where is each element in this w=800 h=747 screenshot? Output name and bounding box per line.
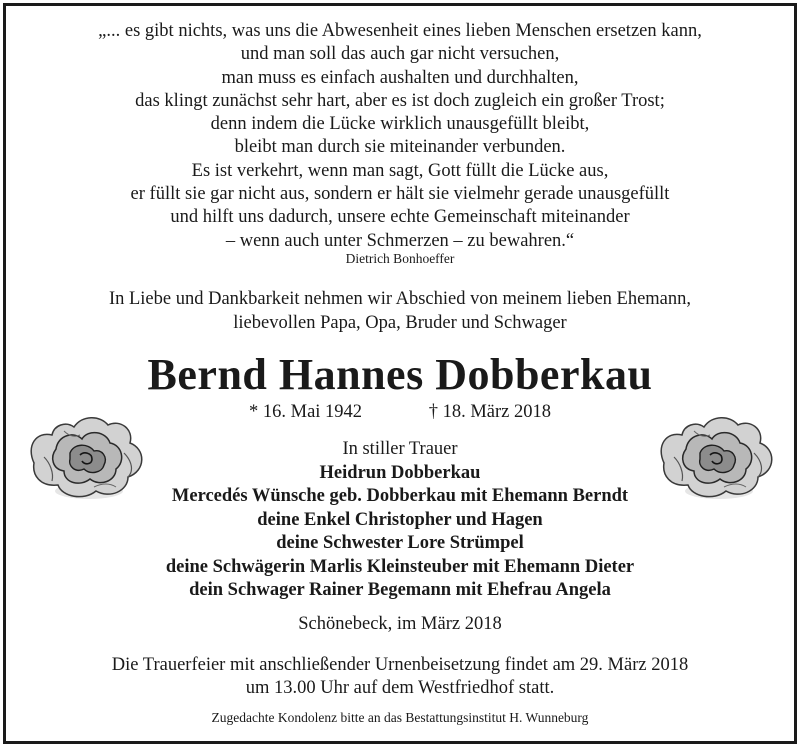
- obituary-notice: [3, 3, 797, 744]
- mourners-heading: In stiller Trauer: [342, 439, 458, 459]
- intro-line: In Liebe und Dankbarkeit nehmen wir Abschied von meinem lieben Ehemann,: [108, 289, 692, 309]
- quote-line: man muss es einfach aushalten und durchhalten,: [221, 67, 579, 88]
- quote-line: Es ist verkehrt, wenn man sagt, Gott füllt die Lücke aus,: [191, 160, 609, 181]
- death-date: † 18. März 2018: [428, 402, 551, 422]
- mourner-name: deine Schwägerin Marlis Kleinsteuber mit Ehemann Dieter: [165, 556, 635, 577]
- funeral-details: [6, 654, 794, 699]
- mourners-list: [6, 438, 794, 603]
- quote-author: Dietrich Bonhoeffer: [345, 251, 455, 266]
- farewell-intro: [6, 288, 794, 335]
- birth-date: * 16. Mai 1942: [249, 402, 363, 422]
- quote-line: bleibt man durch sie miteinander verbunden.: [234, 137, 566, 158]
- funeral-line: um 13.00 Uhr auf dem Westfriedhof statt.: [245, 677, 555, 698]
- quote-line: er füllt sie gar nicht aus, sondern er hält sie vielmehr gerade unausgefüllt: [130, 184, 670, 205]
- mourner-name: deine Schwester Lore Strümpel: [276, 533, 524, 553]
- quote-line: und man soll das auch gar nicht versuchen,: [240, 44, 560, 65]
- place-and-date: Schönebeck, im März 2018: [298, 614, 502, 634]
- mourner-name: Mercedés Wünsche geb. Dobberkau mit Ehemann Berndt: [171, 486, 629, 506]
- mourner-name: Heidrun Dobberkau: [319, 462, 481, 483]
- funeral-line: Die Trauerfeier mit anschließender Urnenbeisetzung findet am 29. März 2018: [111, 655, 689, 675]
- quote-line: – wenn auch unter Schmerzen – zu bewahren.“: [225, 230, 575, 251]
- mourner-name: deine Enkel Christopher und Hagen: [257, 509, 543, 530]
- quote-line: und hilft uns dadurch, unsere echte Gemeinschaft miteinander: [170, 207, 630, 228]
- quote-line: denn indem die Lücke wirklich unausgefüllt bleibt,: [210, 114, 590, 135]
- bonhoeffer-quote: [6, 20, 794, 253]
- quote-line: „... es gibt nichts, was uns die Abwesenheit eines lieben Menschen ersetzen kann,: [98, 21, 702, 41]
- quote-line: das klingt zunächst sehr hart, aber es ist doch zugleich ein großer Trost;: [135, 90, 665, 111]
- mourner-name: dein Schwager Rainer Begemann mit Ehefrau Angela: [189, 580, 611, 600]
- condolence-note: Zugedachte Kondolenz bitte an das Bestattungsinstitut H. Wunneburg: [211, 710, 589, 725]
- intro-line: liebevollen Papa, Opa, Bruder und Schwager: [233, 312, 567, 333]
- deceased-name: Bernd Hannes Dobberkau: [147, 350, 653, 399]
